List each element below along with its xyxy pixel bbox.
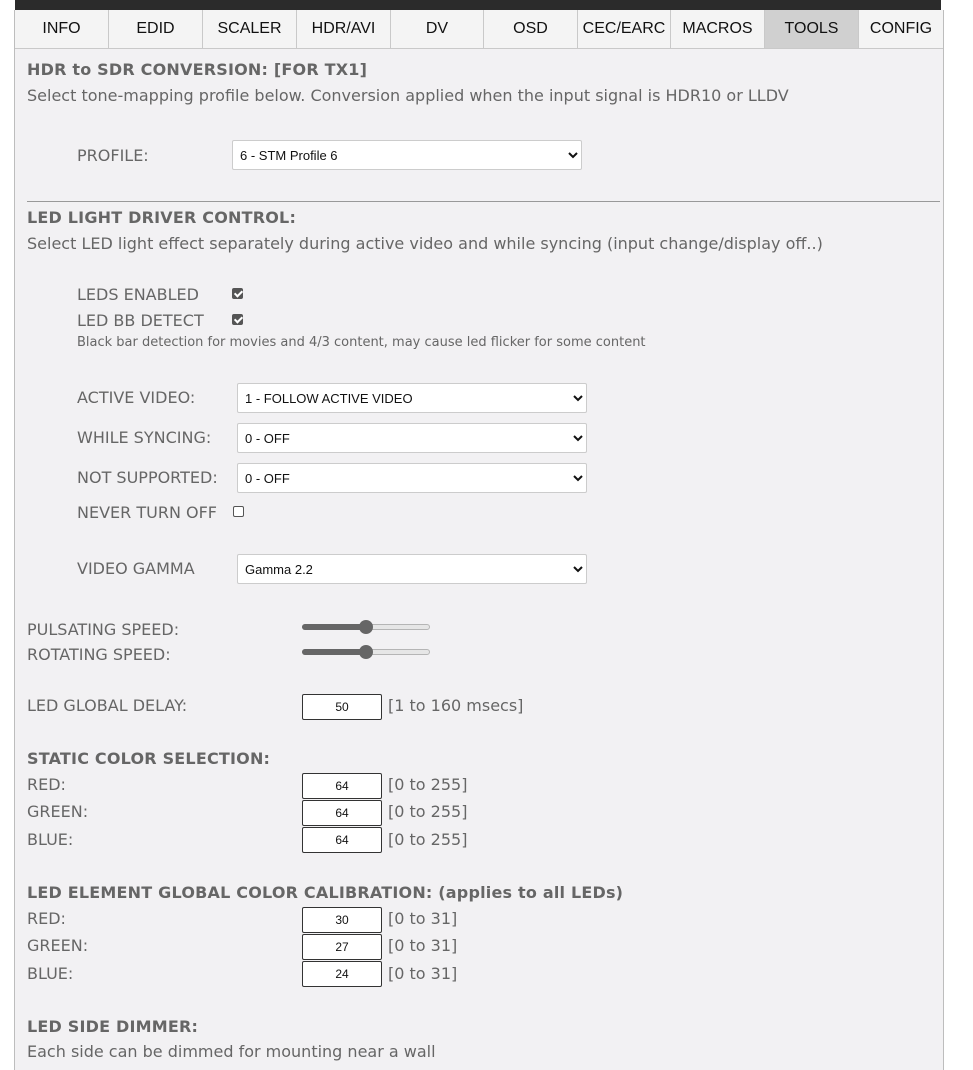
static-green-range: [0 to 255] bbox=[388, 802, 468, 821]
hdr-section-title: HDR to SDR CONVERSION: [FOR TX1] bbox=[27, 60, 368, 79]
rotating-speed-label: ROTATING SPEED: bbox=[27, 645, 171, 664]
calibration-blue-input[interactable]: 24 bbox=[302, 961, 382, 987]
calibration-green-range: [0 to 31] bbox=[388, 936, 458, 955]
slider-fill bbox=[302, 649, 366, 655]
led-side-dimmer-description: Each side can be dimmed for mounting near a wall bbox=[27, 1042, 436, 1061]
led-section-title: LED LIGHT DRIVER CONTROL: bbox=[27, 208, 297, 227]
led-global-delay-label: LED GLOBAL DELAY: bbox=[27, 696, 188, 715]
section-divider bbox=[27, 201, 940, 202]
rotating-speed-slider[interactable] bbox=[302, 645, 430, 659]
tab-hdr-avi[interactable]: HDR/AVI bbox=[297, 10, 391, 49]
tab-osd[interactable]: OSD bbox=[484, 10, 578, 49]
static-red-range: [0 to 255] bbox=[388, 775, 468, 794]
calibration-blue-label: BLUE: bbox=[27, 964, 74, 983]
led-side-dimmer-title: LED SIDE DIMMER: bbox=[27, 1017, 199, 1036]
tab-cec-earc[interactable]: CEC/EARC bbox=[578, 10, 671, 49]
calibration-red-range: [0 to 31] bbox=[388, 909, 458, 928]
static-red-label: RED: bbox=[27, 775, 66, 794]
static-blue-input[interactable]: 64 bbox=[302, 827, 382, 853]
calibration-green-input[interactable]: 27 bbox=[302, 934, 382, 960]
video-gamma-label: VIDEO GAMMA bbox=[77, 559, 195, 578]
static-green-input[interactable]: 64 bbox=[302, 800, 382, 826]
calibration-blue-range: [0 to 31] bbox=[388, 964, 458, 983]
not-supported-label: NOT SUPPORTED: bbox=[77, 468, 218, 487]
tab-dv[interactable]: DV bbox=[391, 10, 484, 49]
static-color-title: STATIC COLOR SELECTION: bbox=[27, 749, 271, 768]
calibration-title: LED ELEMENT GLOBAL COLOR CALIBRATION: (applies to all LEDs) bbox=[27, 883, 624, 902]
video-gamma-select[interactable] bbox=[237, 554, 587, 584]
static-green-label: GREEN: bbox=[27, 802, 89, 821]
while-syncing-select[interactable] bbox=[237, 423, 587, 453]
slider-thumb[interactable] bbox=[359, 645, 373, 659]
bb-detect-note: Black bar detection for movies and 4/3 content, may cause led flicker for some content bbox=[77, 335, 646, 350]
while-syncing-label: WHILE SYNCING: bbox=[77, 428, 212, 447]
tab-scaler[interactable]: SCALER bbox=[203, 10, 297, 49]
slider-thumb[interactable] bbox=[359, 620, 373, 634]
never-turn-off-checkbox[interactable] bbox=[233, 506, 244, 517]
slider-fill bbox=[302, 624, 366, 630]
led-bb-detect-label: LED BB DETECT bbox=[77, 311, 204, 330]
hdr-section-description: Select tone-mapping profile below. Conversion applied when the input signal is HDR10 or LLDV bbox=[27, 86, 789, 105]
tab-macros[interactable]: MACROS bbox=[671, 10, 765, 49]
calibration-red-label: RED: bbox=[27, 909, 66, 928]
window-top-bar bbox=[15, 0, 941, 10]
profile-select[interactable] bbox=[232, 140, 582, 170]
tab-config[interactable]: CONFIG bbox=[859, 10, 943, 49]
tab-tools[interactable]: TOOLS bbox=[765, 10, 859, 49]
led-bb-detect-checkbox[interactable] bbox=[232, 314, 243, 325]
profile-label: PROFILE: bbox=[77, 146, 149, 165]
static-blue-range: [0 to 255] bbox=[388, 830, 468, 849]
not-supported-select[interactable] bbox=[237, 463, 587, 493]
led-global-delay-range: [1 to 160 msecs] bbox=[388, 696, 524, 715]
calibration-red-input[interactable]: 30 bbox=[302, 907, 382, 933]
leds-enabled-label: LEDS ENABLED bbox=[77, 285, 199, 304]
never-turn-off-label: NEVER TURN OFF bbox=[77, 503, 217, 522]
static-red-input[interactable]: 64 bbox=[302, 773, 382, 799]
pulsating-speed-label: PULSATING SPEED: bbox=[27, 620, 180, 639]
tab-edid[interactable]: EDID bbox=[109, 10, 203, 49]
led-global-delay-input[interactable]: 50 bbox=[302, 694, 382, 720]
tab-bar bbox=[15, 10, 943, 50]
active-video-label: ACTIVE VIDEO: bbox=[77, 388, 196, 407]
active-video-select[interactable] bbox=[237, 383, 587, 413]
leds-enabled-checkbox[interactable] bbox=[232, 288, 243, 299]
led-section-description: Select LED light effect separately during active video and while syncing (input change/display off..) bbox=[27, 234, 823, 253]
static-blue-label: BLUE: bbox=[27, 830, 74, 849]
tab-info[interactable]: INFO bbox=[15, 10, 109, 49]
pulsating-speed-slider[interactable] bbox=[302, 620, 430, 634]
calibration-green-label: GREEN: bbox=[27, 936, 89, 955]
